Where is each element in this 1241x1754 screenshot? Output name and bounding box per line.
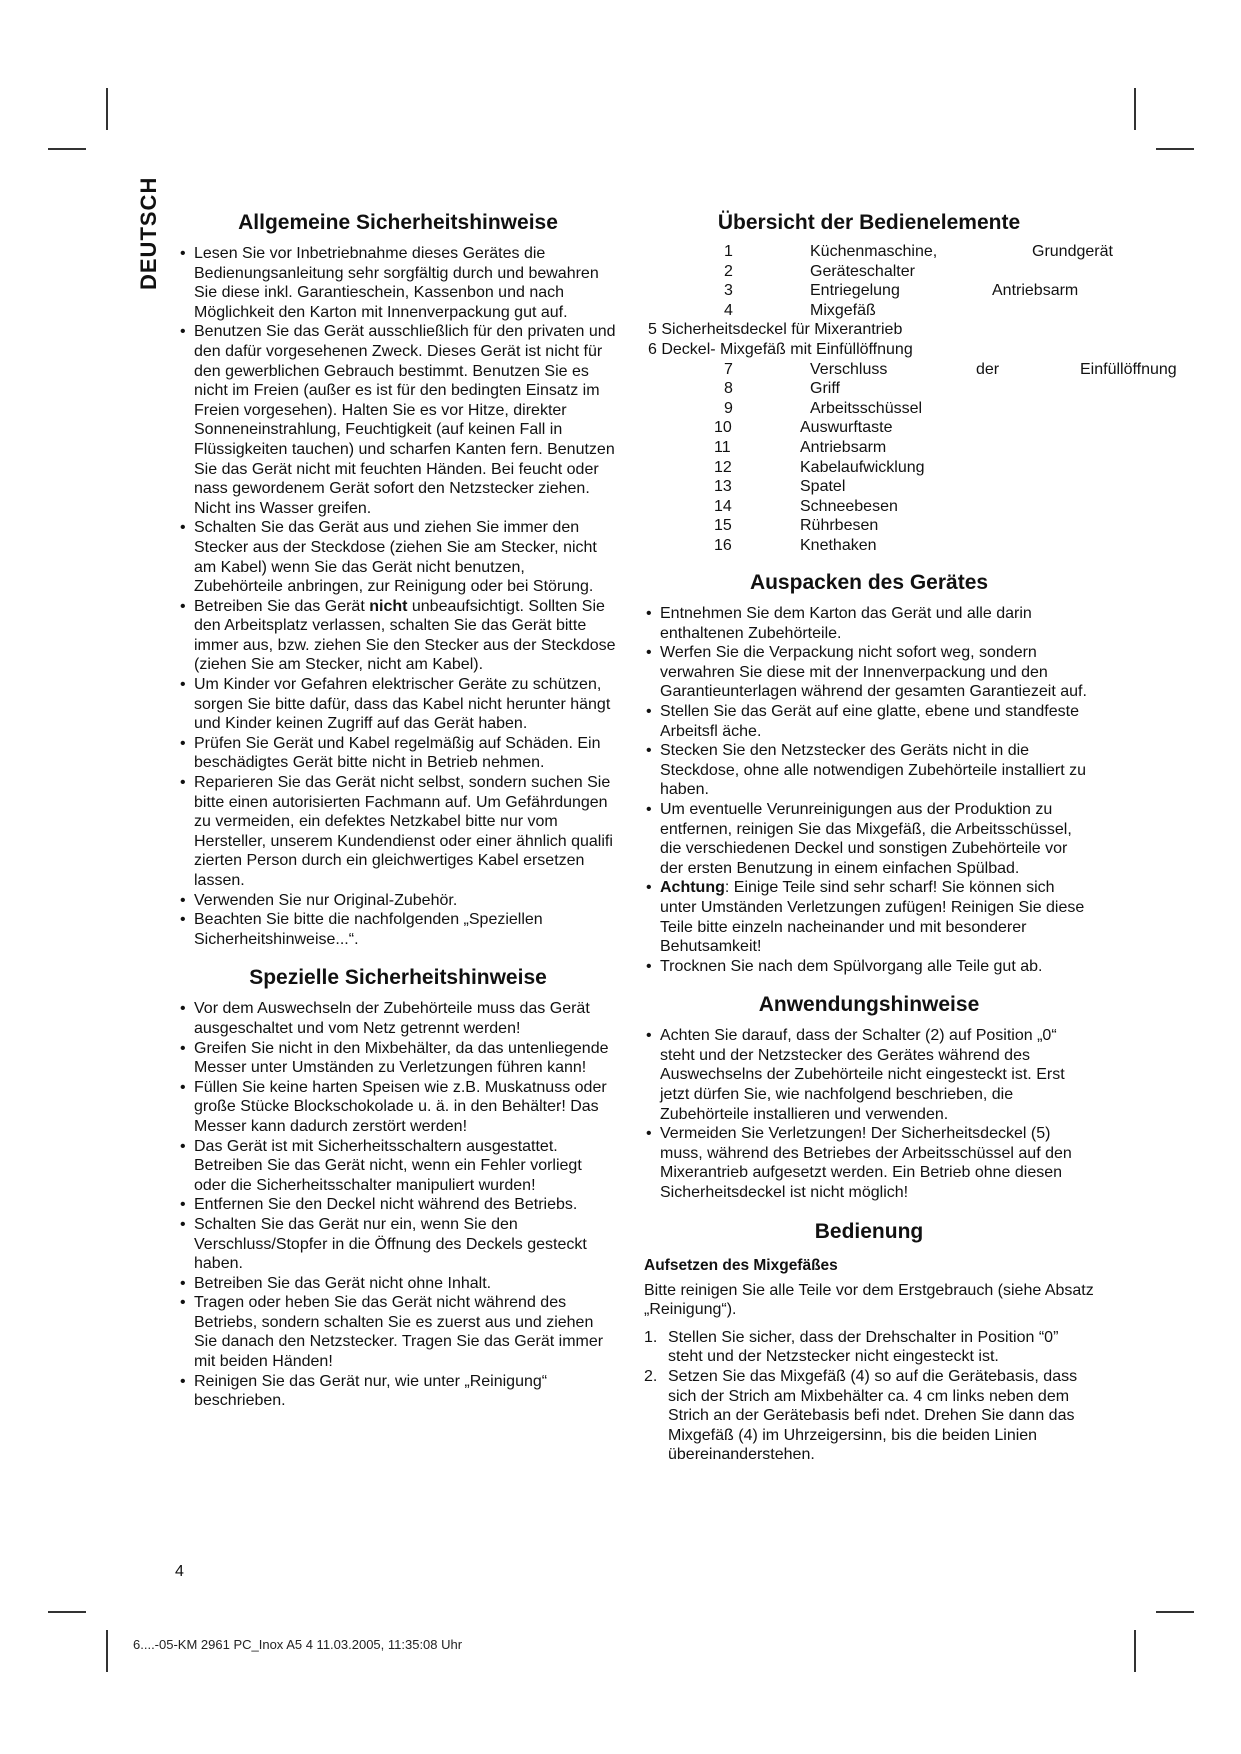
list-item: • Vermeiden Sie Verletzungen! Der Sicherheitsdeckel (5) muss, während des Betriebes der Arbeitsschüssel auf den Mixerantrieb aufgesetzt werden. Ein Betrieb ohne diesen Sicherheitsdeckel ist nicht möglich! <box>644 1124 1094 1202</box>
part-label: Entriegelung <box>810 282 900 300</box>
part-label: 5 Sicherheitsdeckel für Mixerantrieb <box>648 321 903 339</box>
part-label: 6 Deckel- Mixgefäß mit Einfüllöffnung <box>648 341 913 358</box>
part-row <box>644 418 1204 438</box>
list-item: • Greifen Sie nicht in den Mixbehälter, da das untenliegende Messer unter Umständen zu Verletzungen führen kann! <box>178 1039 618 1078</box>
part-row <box>644 477 1204 497</box>
operation-steps <box>644 1328 1094 1465</box>
part-row <box>644 242 1204 262</box>
list-item: • Prüfen Sie Gerät und Kabel regelmäßig auf Schäden. Ein beschädigtes Gerät bitte nicht in Betrieb nehmen. <box>178 734 618 773</box>
part-row <box>644 458 1204 478</box>
crop-mark-bottom-right-vertical <box>1134 1630 1136 1672</box>
part-extra-2: Einfüllöffnung <box>1080 360 1177 378</box>
right-column <box>644 208 1177 1465</box>
list-item: • Beachten Sie bitte die nachfolgenden „Speziellen Sicherheitshinweise...“. <box>178 910 618 949</box>
crop-mark-bottom-right-horizontal <box>1156 1611 1194 1613</box>
part-number: 8 <box>724 380 733 398</box>
part-label: Rührbesen <box>800 517 879 535</box>
part-number: 10 <box>714 419 732 437</box>
part-label: Kabelaufwicklung <box>800 458 925 476</box>
usage-heading: Anwendungshinweise <box>758 993 980 1017</box>
part-row <box>644 536 1204 556</box>
general-safety-heading: Allgemeine Sicherheitshinweise <box>238 211 558 234</box>
operation-heading: Bedienung <box>814 1219 924 1243</box>
list-item: • Trocknen Sie nach dem Spülvorgang alle Teile gut ab. <box>644 957 1094 977</box>
print-footer: 6....-05-KM 2961 PC_Inox A5 4 11.03.2005, 11:35:08 Uhr <box>133 1637 463 1652</box>
part-number: 1 <box>724 243 733 260</box>
part-label: Arbeitsschüssel <box>810 399 923 417</box>
part-row <box>644 438 1204 458</box>
unpacking-list <box>644 604 1094 976</box>
part-row <box>644 399 1204 419</box>
list-item: • Füllen Sie keine harten Speisen wie z.B. Muskatnuss oder große Stücke Blockschokolade u. ä. in den Behälter! Das Messer kann dadurch zerstört werden! <box>178 1078 618 1137</box>
part-number: 15 <box>714 517 732 535</box>
general-safety-list <box>178 244 618 949</box>
part-label: Knethaken <box>800 537 877 554</box>
list-item: • Entfernen Sie den Deckel nicht während des Betriebs. <box>178 1195 618 1215</box>
list-item: • Vor dem Auswechseln der Zubehörteile muss das Gerät ausgeschaltet und vom Netz getrennt werden! <box>178 999 618 1038</box>
part-row <box>644 320 1204 340</box>
crop-mark-bottom-left-vertical <box>106 1630 108 1672</box>
part-label: Verschluss <box>810 360 888 378</box>
part-row <box>644 340 1204 360</box>
part-label: Auswurftaste <box>800 419 893 437</box>
part-label: Schneebesen <box>800 497 898 515</box>
usage-list <box>644 1026 1094 1202</box>
list-item: • Schalten Sie das Gerät aus und ziehen Sie immer den Stecker aus der Steckdose (ziehen Sie am Stecker, nicht am Kabel) wenn Sie das Gerät nicht benutzen, Zubehörteile anbringen, zur Reinigung oder bei Störung. <box>178 518 618 596</box>
list-item: • Achten Sie darauf, dass der Schalter (2) auf Position „0“ steht und der Netzstecker des Gerätes während des Auswechselns der Zubehörteile nicht eingesteckt ist. Erst jetzt dürfen Sie, wie nachfolgend beschrieben, die Zubehörteile installieren und verwenden. <box>644 1026 1094 1124</box>
part-number: 2 <box>724 262 733 280</box>
language-side-label: DEUTSCH <box>136 176 161 290</box>
list-item: • Stecken Sie den Netzstecker des Geräts nicht in die Steckdose, ohne alle notwendigen Zubehörteile installiert zu haben. <box>644 741 1094 800</box>
crop-mark-top-right-vertical <box>1134 88 1136 130</box>
list-item: • Lesen Sie vor Inbetriebnahme dieses Gerätes die Bedienungsanleitung sehr sorgfältig durch und bewahren Sie diese inkl. Garantieschein, Kassenbon und nach Möglichkeit den Karton mit Innenverpackung gut auf. <box>178 244 618 322</box>
part-row <box>644 497 1204 517</box>
list-item: • Reparieren Sie das Gerät nicht selbst, sondern suchen Sie bitte einen autorisierten Fachmann auf. Um Gefährdungen zu vermeiden, ein defektes Netzkabel bitte nur vom Hersteller, unserem Kundendienst oder einer ähnlich qualifi zierten Person durch ein gleichwertiges Kabel ersetzen lassen. <box>178 773 618 891</box>
part-number: 11 <box>714 439 731 456</box>
part-extra: Grundgerät <box>1032 243 1113 260</box>
unpacking-heading: Auspacken des Gerätes <box>749 571 989 594</box>
list-item: • Das Gerät ist mit Sicherheitsschaltern ausgestattet. Betreiben Sie das Gerät nicht, wenn ein Fehler vorliegt oder die Sicherheitsschalter manipuliert wurden! <box>178 1137 618 1196</box>
list-item: • Stellen Sie das Gerät auf eine glatte, ebene und standfeste Arbeitsfl äche. <box>644 702 1094 741</box>
crop-mark-top-left-horizontal <box>48 148 86 150</box>
part-label: Spatel <box>800 478 846 496</box>
left-column <box>178 208 618 1411</box>
list-item: 1. Stellen Sie sicher, dass der Drehschalter in Position “0” steht und der Netzstecker nicht eingesteckt ist. <box>644 1328 1059 1366</box>
part-number: 12 <box>714 458 732 476</box>
list-item: • Betreiben Sie das Gerät nicht unbeaufsichtigt. Sollten Sie den Arbeitsplatz verlassen, schalten Sie das Gerät bitte immer aus, bzw. ziehen Sie den Stecker aus der Steckdose (ziehen Sie am Stecker, nicht am Kabel). <box>178 597 618 675</box>
part-number: 16 <box>714 537 732 554</box>
part-number: 3 <box>724 282 733 300</box>
part-label: Geräteschalter <box>810 262 915 280</box>
part-row <box>644 262 1204 282</box>
part-label: Antriebsarm <box>800 439 887 456</box>
list-item: 2. Setzen Sie das Mixgefäß (4) so auf die Gerätebasis, dass sich der Strich am Mixbehälter ca. 4 cm links neben dem Strich an der Gerätebasis befi ndet. Drehen Sie dann das Mixgefäß (4) im Uhrzeigersinn, bis die beiden Linien übereinanderstehen. <box>644 1368 1078 1464</box>
crop-mark-bottom-left-horizontal <box>48 1611 86 1613</box>
part-row <box>644 301 1204 321</box>
part-row <box>644 281 1204 301</box>
part-label: Küchenmaschine, <box>810 243 938 260</box>
operation-intro: Bitte reinigen Sie alle Teile vor dem Erstgebrauch (siehe Absatz „Reinigung“). <box>644 1281 1094 1319</box>
part-row <box>644 360 1204 380</box>
part-row <box>644 379 1204 399</box>
list-item: • Tragen oder heben Sie das Gerät nicht während des Betriebs, sondern schalten Sie es zuerst aus und ziehen Sie danach den Netzstecker. Tragen Sie das Gerät immer mit beiden Händen! <box>178 1293 618 1371</box>
list-item: • Benutzen Sie das Gerät ausschließlich für den privaten und den dafür vorgesehenen Zweck. Dieses Gerät ist nicht für den gewerblichen Gebrauch bestimmt. Benutzen Sie es nicht im Freien (außer es ist für den bedingten Einsatz im Freien vorgesehen). Halten Sie es vor Hitze, direkter Sonneneinstrahlung, Feuchtigkeit (auf keinen Fall in Flüssigkeiten tauchen) und scharfen Kanten fern. Benutzen Sie das Gerät nicht mit feuchten Händen. Bei feucht oder nass gewordenem Gerät sofort den Netzstecker ziehen. Nicht ins Wasser greifen. <box>178 322 618 518</box>
list-item: • Verwenden Sie nur Original-Zubehör. <box>178 891 618 911</box>
list-item: • Achtung: Einige Teile sind sehr scharf! Sie können sich unter Umständen Verletzungen zufügen! Reinigen Sie diese Teile bitte einzeln nacheinander und mit besonderer Behutsamkeit! <box>644 878 1094 956</box>
part-number: 13 <box>714 478 732 496</box>
list-item: • Betreiben Sie das Gerät nicht ohne Inhalt. <box>178 1274 618 1294</box>
part-label: Mixgefäß <box>810 301 876 319</box>
part-number: 14 <box>714 497 732 515</box>
part-row <box>644 516 1204 536</box>
page-number: 4 <box>175 1563 184 1580</box>
crop-mark-top-right-horizontal <box>1156 148 1194 150</box>
overview-heading: Übersicht der Bedienelemente <box>717 211 1021 234</box>
part-number: 4 <box>724 301 733 319</box>
list-item: • Reinigen Sie das Gerät nur, wie unter „Reinigung“ beschrieben. <box>178 1372 618 1411</box>
list-item: • Schalten Sie das Gerät nur ein, wenn Sie den Verschluss/Stopfer in die Öffnung des Deckels gesteckt haben. <box>178 1215 618 1274</box>
list-item: • Um Kinder vor Gefahren elektrischer Geräte zu schützen, sorgen Sie bitte dafür, dass das Kabel nicht herunter hängt und Kinder keinen Zugriff auf das Gerät haben. <box>178 675 618 734</box>
list-item: • Um eventuelle Verunreinigungen aus der Produktion zu entfernen, reinigen Sie das Mixgefäß, die Arbeitsschüssel, die verschiedenen Deckel und sonstigen Zubehörteile vor der ersten Benutzung in einem einfachen Spülbad. <box>644 800 1094 878</box>
parts-list <box>644 242 1177 554</box>
part-extra: der <box>976 360 1000 378</box>
list-item: • Entnehmen Sie dem Karton das Gerät und alle darin enthaltenen Zubehörteile. <box>644 604 1094 643</box>
part-label: Griff <box>810 380 840 398</box>
operation-subheading: Aufsetzen des Mixgefäßes <box>644 1256 838 1274</box>
crop-mark-top-left-vertical <box>106 88 108 130</box>
special-safety-list <box>178 999 618 1410</box>
part-number: 7 <box>724 360 733 378</box>
part-extra: Antriebsarm <box>992 282 1079 300</box>
list-item: • Werfen Sie die Verpackung nicht sofort weg, sondern verwahren Sie diese mit der Innenverpackung und den Garantieunterlagen während der gesamten Garantiezeit auf. <box>644 643 1094 702</box>
part-number: 9 <box>724 399 733 417</box>
special-safety-heading: Spezielle Sicherheitshinweise <box>249 966 547 990</box>
